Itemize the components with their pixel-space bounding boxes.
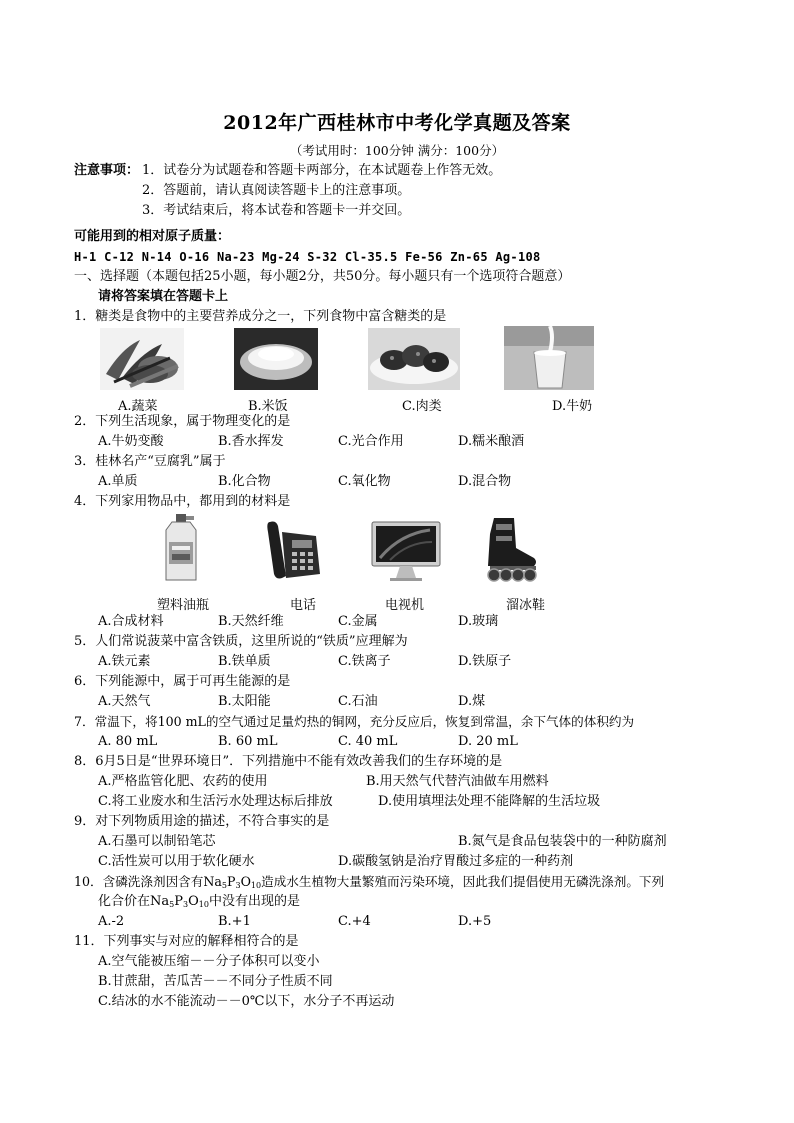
atomic-mass-label: 可能用到的相对原子质量： <box>74 229 231 244</box>
note-item: 1．试卷分为试题卷和答题卡两部分，在本试题卷上作答无效。 <box>142 163 502 178</box>
question-stem: 11．下列事实与对应的解释相符合的是 <box>74 934 299 949</box>
note-item: 2．答题前，请认真阅读答题卡上的注意事项。 <box>142 183 411 198</box>
question-stem: 3．桂林名产“豆腐乳”属于 <box>74 454 226 469</box>
telephone-image <box>264 518 324 584</box>
option-a: A.天然气 <box>98 694 151 709</box>
option-c: C.活性炭可以用于软化硬水 <box>98 854 255 869</box>
milk-image <box>504 326 594 390</box>
question-stem: 7．常温下，将100 mL的空气通过足量灼热的铜网，充分反应后，恢复到常温，余下气体的体积约为 <box>74 714 635 729</box>
vegetables-image <box>100 328 184 390</box>
answer-card-note: 请将答案填在答题卡上 <box>98 289 229 304</box>
option-c: C.结冰的水不能流动－－0℃以下，水分子不再运动 <box>98 994 395 1009</box>
item-caption: 电视机 <box>385 598 425 613</box>
option-c: C.光合作用 <box>338 434 404 449</box>
section-heading: 一、选择题（本题包括25小题，每小题2分，共50分。每小题只有一个选项符合题意） <box>74 269 571 284</box>
option-a: A. 80 mL <box>98 734 158 749</box>
option-c: C.将工业废水和生活污水处理达标后排放 <box>98 794 333 809</box>
meat-image <box>368 328 460 390</box>
option-label: C.肉类 <box>402 399 442 414</box>
question-stem: 9．对下列物质用途的描述，不符合事实的是 <box>74 814 330 829</box>
option-a: A.铁元素 <box>98 654 151 669</box>
option-c: C.+4 <box>338 914 371 929</box>
option-a: A.合成材料 <box>98 614 164 629</box>
chemical-formula: $Na_5P_3O_{10}$ <box>203 874 262 890</box>
option-b: B.甘蔗甜，苦瓜苦－－不同分子性质不同 <box>98 974 333 989</box>
question-stem: 4．下列家用物品中，都用到的材料是 <box>74 494 291 509</box>
question-stem: 5．人们常说菠菜中富含铁质，这里所说的“铁质”应理解为 <box>74 634 408 649</box>
question-stem: 6．下列能源中，属于可再生能源的是 <box>74 674 291 689</box>
item-caption: 塑料油瓶 <box>157 598 210 613</box>
option-b: B. 60 mL <box>218 734 278 749</box>
notes-label: 注意事项： <box>74 163 140 178</box>
option-b: B.+1 <box>218 914 251 929</box>
option-b: B.氮气是食品包装袋中的一种防腐剂 <box>458 834 667 849</box>
question-stem-continued: 化合价在$Na_5P_3O_{10}$中没有出现的是 <box>98 894 300 909</box>
option-d: D.玻璃 <box>458 614 499 629</box>
option-b: B.香水挥发 <box>218 434 284 449</box>
option-a: A.牛奶变酸 <box>98 434 164 449</box>
option-c: C. 40 mL <box>338 734 398 749</box>
option-a: A.严格监管化肥、农药的使用 <box>98 774 268 789</box>
item-caption: 溜冰鞋 <box>506 598 546 613</box>
option-d: D.使用填埋法处理不能降解的生活垃圾 <box>378 794 601 809</box>
option-d: D. 20 mL <box>458 734 518 749</box>
option-c: C.石油 <box>338 694 378 709</box>
option-d: D.糯米酿酒 <box>458 434 525 449</box>
rice-image <box>234 328 318 390</box>
television-image <box>370 520 442 582</box>
option-d: D.铁原子 <box>458 654 512 669</box>
option-a: A.空气能被压缩－－分子体积可以变小 <box>98 954 320 969</box>
option-c: C.金属 <box>338 614 378 629</box>
option-label: B.米饭 <box>248 399 288 414</box>
option-c: C.氧化物 <box>338 474 391 489</box>
option-label: A.蔬菜 <box>118 399 158 414</box>
roller-skate-image <box>478 514 542 584</box>
option-a: A.-2 <box>98 914 125 929</box>
item-caption: 电话 <box>290 598 317 613</box>
option-a: A.单质 <box>98 474 138 489</box>
option-d: D.+5 <box>458 914 492 929</box>
note-item: 3．考试结束后，将本试卷和答题卡一并交回。 <box>142 203 411 218</box>
question-stem: 8．6月5日是“世界环境日”．下列措施中不能有效改善我们的生存环境的是 <box>74 754 503 769</box>
plastic-bottle-image <box>160 512 202 584</box>
question-stem: 10．含磷洗涤剂因含有$Na_5P_3O_{10}$造成水生植物大量繁殖而污染环境，因此我们提倡使用无磷洗涤剂。下列 <box>74 874 665 890</box>
option-d: D.煤 <box>458 694 486 709</box>
question-stem: 1．糖类是食物中的主要营养成分之一，下列食物中富含糖类的是 <box>74 309 447 324</box>
option-d: D.混合物 <box>458 474 512 489</box>
option-d: D.碳酸氢钠是治疗胃酸过多症的一种药剂 <box>338 854 574 869</box>
option-a: A.石墨可以制铅笔芯 <box>98 834 216 849</box>
option-c: C.铁离子 <box>338 654 391 669</box>
option-label: D.牛奶 <box>552 399 593 414</box>
question-stem: 2．下列生活现象，属于物理变化的是 <box>74 414 291 429</box>
atomic-mass-values: H-1 C-12 N-14 O-16 Na-23 Mg-24 S-32 Cl-35.5 Fe-56 Zn-65 Ag-108 <box>74 250 541 264</box>
option-b: B.天然纤维 <box>218 614 284 629</box>
page-title: 2012年广西桂林市中考化学真题及答案 <box>223 112 571 134</box>
exam-info: （考试用时：100分钟 满分：100分） <box>289 143 505 158</box>
option-b: B.化合物 <box>218 474 271 489</box>
chemical-formula: $Na_5P_3O_{10}$ <box>150 894 209 909</box>
option-b: B.用天然气代替汽油做车用燃料 <box>366 774 549 789</box>
option-b: B.太阳能 <box>218 694 271 709</box>
option-b: B.铁单质 <box>218 654 271 669</box>
